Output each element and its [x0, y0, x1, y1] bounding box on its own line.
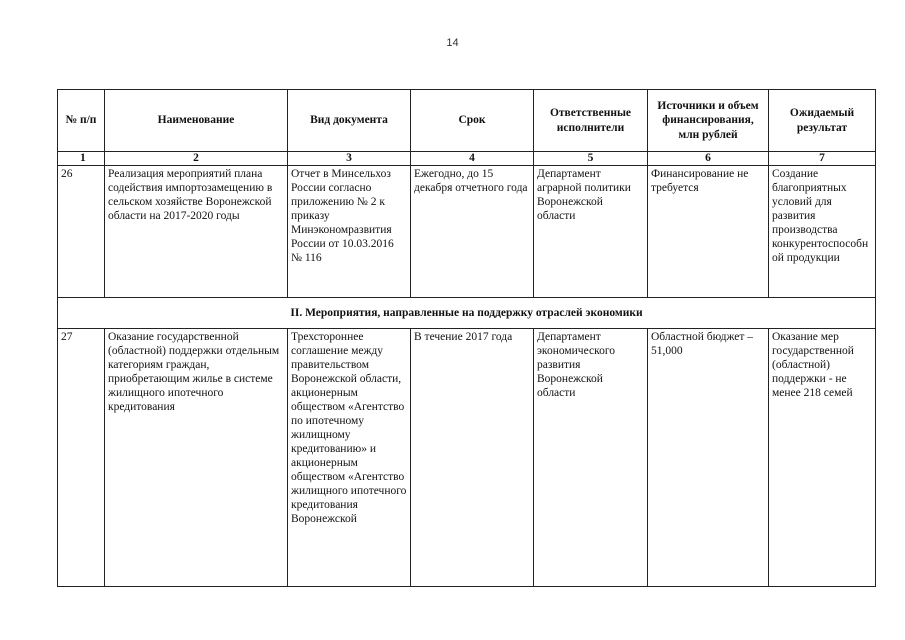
- funding: Финансирование не требуется: [648, 166, 769, 298]
- row-number: 27: [58, 329, 105, 587]
- column-number: 7: [769, 152, 876, 166]
- header-doc-type: Вид документа: [288, 90, 411, 152]
- table-row: [58, 166, 876, 298]
- header-number: № п/п: [58, 90, 105, 152]
- header-funding: Источники и объем финансирования, млн рублей: [648, 90, 769, 152]
- column-number-row: [58, 152, 876, 166]
- expected-result: Создание благоприятных условий для развития производства конкурентоспособной продукции: [769, 166, 876, 298]
- column-number: 2: [105, 152, 288, 166]
- page-number: 14: [446, 37, 459, 49]
- header-responsible: Ответственные исполнители: [534, 90, 648, 152]
- column-number: 4: [411, 152, 534, 166]
- responsible: Департамент экономического развития Воронежской области: [534, 329, 648, 587]
- row-number: 26: [58, 166, 105, 298]
- measure-name: Оказание государственной (областной) поддержки отдельным категориям граждан, приобретающим жилье в системе жилищного ипотечного кредитования: [105, 329, 288, 587]
- funding: Областной бюджет – 51,000: [648, 329, 769, 587]
- header-name: Наименование: [105, 90, 288, 152]
- document-type: Трехстороннее соглашение между правительством Воронежской области, акционерным обществом «Агентство по ипотечному жилищному кредитованию» и акционерным обществом «Агентство жилищного ипотечного кредитования Воронежской: [288, 329, 411, 587]
- responsible: Департамент аграрной политики Воронежской области: [534, 166, 648, 298]
- term: В течение 2017 года: [411, 329, 534, 587]
- header-term: Срок: [411, 90, 534, 152]
- section-title: II. Мероприятия, направленные на поддержку отраслей экономики: [58, 298, 876, 329]
- section-heading-row: [58, 298, 876, 329]
- column-number: 5: [534, 152, 648, 166]
- document-type: Отчет в Минсельхоз России согласно приложению № 2 к приказу Минэкономразвития России от 10.03.2016 № 116: [288, 166, 411, 298]
- column-number: 6: [648, 152, 769, 166]
- measures-table: [57, 89, 876, 587]
- column-number: 3: [288, 152, 411, 166]
- table-header-row: [58, 90, 876, 152]
- measure-name: Реализация мероприятий плана содействия импортозамещению в сельском хозяйстве Воронежской области на 2017-2020 годы: [105, 166, 288, 298]
- header-result: Ожидаемый результат: [769, 90, 876, 152]
- column-number: 1: [58, 152, 105, 166]
- expected-result: Оказание мер государственной (областной) поддержки - не менее 218 семей: [769, 329, 876, 587]
- term: Ежегодно, до 15 декабря отчетного года: [411, 166, 534, 298]
- table-row: [58, 329, 876, 587]
